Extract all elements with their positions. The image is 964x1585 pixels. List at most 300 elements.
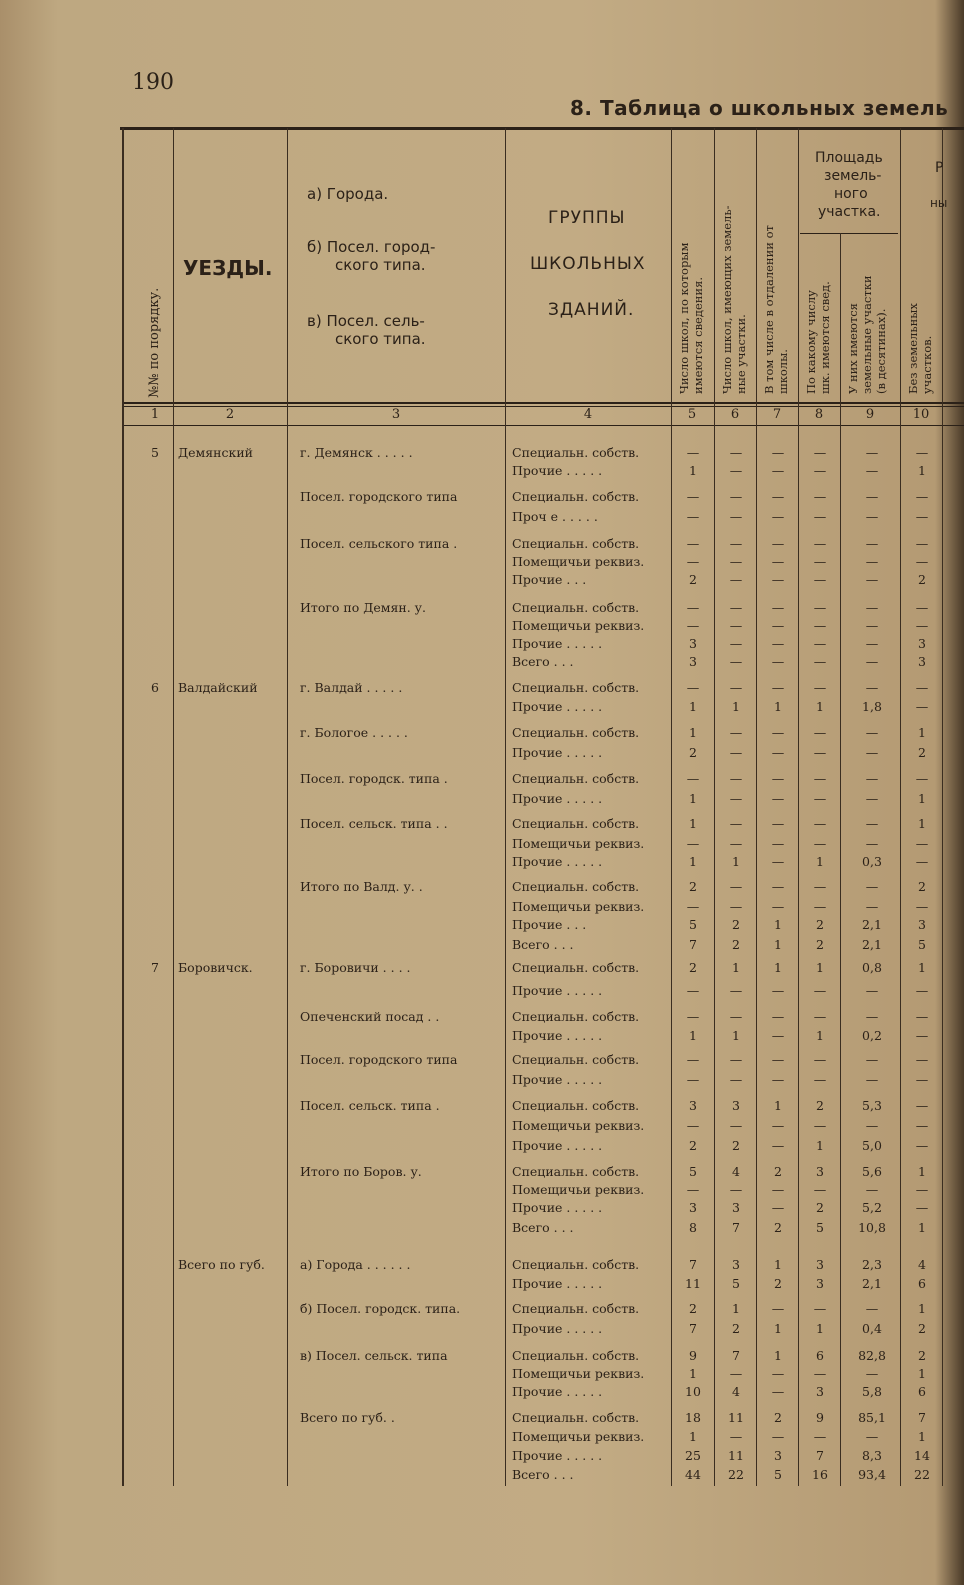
- cell-value-col6: —: [729, 791, 743, 806]
- cell-value-col9: —: [865, 1072, 879, 1087]
- cell-value-col9: 0,8: [862, 960, 882, 975]
- cell-value-col7: —: [771, 680, 785, 695]
- header-col3-line2: б) Посел. город-: [307, 238, 436, 256]
- header-col4-line2: ШКОЛЬНЫХ: [530, 254, 646, 274]
- settlement-label: Итого по Демян. у.: [300, 600, 426, 615]
- top-rule: [120, 127, 964, 130]
- cell-value-col7: 1: [774, 917, 782, 932]
- cell-value-col7: —: [771, 771, 785, 786]
- row-number: 6: [151, 680, 159, 695]
- header-col8-line1: По какому числу: [804, 290, 818, 394]
- settlement-label: Всего по губ. .: [300, 1410, 395, 1425]
- building-group: Прочие . . . . .: [512, 1384, 603, 1399]
- cell-value-col5: 1: [689, 463, 697, 478]
- cell-value-col7: —: [771, 983, 785, 998]
- page-number: 190: [132, 70, 174, 95]
- cell-value-col8: 7: [816, 1448, 824, 1463]
- header-col5-line2: имеются сведения.: [691, 277, 705, 394]
- col-number-1: 1: [150, 407, 160, 422]
- cell-value-col5: —: [686, 445, 700, 460]
- cell-value-col8: —: [813, 600, 827, 615]
- cell-value-col9: 0,2: [862, 1028, 882, 1043]
- cell-value-col8: —: [813, 536, 827, 551]
- cell-value-col10: 14: [914, 1448, 930, 1463]
- cell-value-col8: 16: [812, 1467, 828, 1482]
- cell-value-col7: —: [771, 836, 785, 851]
- cell-value-col5: 5: [689, 1164, 697, 1179]
- cell-value-col6: 1: [732, 1028, 740, 1043]
- cell-value-col5: —: [686, 1118, 700, 1133]
- cell-value-col8: —: [813, 1009, 827, 1024]
- cell-value-col6: —: [729, 836, 743, 851]
- cell-value-col8: —: [813, 836, 827, 851]
- building-group: Специальн. собств.: [512, 1257, 640, 1272]
- building-group: Прочие . . . . .: [512, 463, 603, 478]
- header-col3-line3: ского типа.: [335, 256, 426, 274]
- cell-value-col5: —: [686, 1052, 700, 1067]
- col-divider: [671, 128, 672, 1486]
- cell-value-col8: —: [813, 1118, 827, 1133]
- cell-value-col9: —: [865, 1052, 879, 1067]
- cell-value-col8: —: [813, 1429, 827, 1444]
- header-area-line4: участка.: [818, 204, 881, 220]
- building-group: Специальн. собств.: [512, 960, 640, 975]
- cell-value-col5: 3: [689, 1098, 697, 1113]
- cell-value-col5: 7: [689, 937, 697, 952]
- building-group: Специальн. собств.: [512, 1164, 640, 1179]
- header-col11-line1: Р: [935, 160, 944, 176]
- cell-value-col9: —: [865, 791, 879, 806]
- cell-value-col8: —: [813, 1301, 827, 1316]
- cell-value-col5: 1: [689, 791, 697, 806]
- cell-value-col5: 3: [689, 636, 697, 651]
- cell-value-col10: 2: [918, 879, 926, 894]
- cell-value-col9: —: [865, 771, 879, 786]
- cell-value-col6: 2: [732, 917, 740, 932]
- settlement-label: г. Демянск . . . . .: [300, 445, 413, 460]
- settlement-label: Посел. сельск. типа . .: [300, 816, 448, 831]
- cell-value-col6: —: [729, 680, 743, 695]
- building-group: Специальн. собств.: [512, 771, 640, 786]
- cell-value-col9: —: [865, 618, 879, 633]
- cell-value-col6: 7: [732, 1220, 740, 1235]
- building-group: Помещичьи реквиз.: [512, 899, 645, 914]
- row-number: 5: [151, 445, 159, 460]
- cell-value-col10: 3: [918, 636, 926, 651]
- cell-value-col7: —: [771, 536, 785, 551]
- cell-value-col6: —: [729, 618, 743, 633]
- settlement-label: Итого по Валд. у. .: [300, 879, 423, 894]
- building-group: Всего . . .: [512, 937, 574, 952]
- left-border: [122, 128, 124, 1486]
- cell-value-col6: —: [729, 489, 743, 504]
- cell-value-col8: —: [813, 1072, 827, 1087]
- building-group: Прочие . . .: [512, 572, 587, 587]
- header-col6-line1: Число школ, имеющих земель-: [720, 205, 734, 394]
- cell-value-col5: 11: [685, 1276, 701, 1291]
- building-group: Всего . . .: [512, 1467, 574, 1482]
- settlement-label: в) Посел. сельск. типа: [300, 1348, 448, 1363]
- cell-value-col7: —: [771, 489, 785, 504]
- cell-value-col10: 1: [918, 791, 926, 806]
- cell-value-col7: 1: [774, 1257, 782, 1272]
- cell-value-col6: —: [729, 725, 743, 740]
- cell-value-col10: —: [915, 1098, 929, 1113]
- cell-value-col10: 3: [918, 654, 926, 669]
- col-divider: [714, 128, 715, 1486]
- cell-value-col8: 3: [816, 1164, 824, 1179]
- cell-value-col5: —: [686, 771, 700, 786]
- cell-value-col7: —: [771, 1118, 785, 1133]
- cell-value-col10: 1: [918, 960, 926, 975]
- cell-value-col8: 3: [816, 1384, 824, 1399]
- cell-value-col7: —: [771, 745, 785, 760]
- cell-value-col9: 8,3: [862, 1448, 882, 1463]
- cell-value-col10: 1: [918, 725, 926, 740]
- cell-value-col9: —: [865, 899, 879, 914]
- cell-value-col7: —: [771, 572, 785, 587]
- building-group: Прочие . . . . .: [512, 854, 603, 869]
- cell-value-col9: —: [865, 1366, 879, 1381]
- area-subheader-rule: [800, 233, 898, 234]
- cell-value-col7: 1: [774, 1348, 782, 1363]
- building-group: Прочие . . . . .: [512, 1200, 603, 1215]
- building-group: Помещичьи реквиз.: [512, 618, 645, 633]
- header-col9-line1: У них имеются: [846, 303, 860, 394]
- building-group: Специальн. собств.: [512, 445, 640, 460]
- cell-value-col5: 1: [689, 699, 697, 714]
- building-group: Специальн. собств.: [512, 489, 640, 504]
- header-area-line2: земель-: [824, 168, 882, 184]
- cell-value-col5: —: [686, 536, 700, 551]
- building-group: Проч е . . . . .: [512, 509, 598, 524]
- settlement-label: Посел. сельского типа .: [300, 536, 458, 551]
- cell-value-col9: 93,4: [858, 1467, 886, 1482]
- cell-value-col6: 5: [732, 1276, 740, 1291]
- cell-value-col9: 2,1: [862, 937, 882, 952]
- cell-value-col10: —: [915, 771, 929, 786]
- cell-value-col10: 1: [918, 1164, 926, 1179]
- cell-value-col6: —: [729, 572, 743, 587]
- building-group: Специальн. собств.: [512, 1098, 640, 1113]
- cell-value-col7: —: [771, 509, 785, 524]
- cell-value-col9: —: [865, 745, 879, 760]
- settlement-label: г. Бологое . . . . .: [300, 725, 408, 740]
- col-divider: [900, 128, 901, 1486]
- cell-value-col6: 7: [732, 1348, 740, 1363]
- cell-value-col8: 1: [816, 1321, 824, 1336]
- building-group: Специальн. собств.: [512, 600, 640, 615]
- cell-value-col5: 1: [689, 1028, 697, 1043]
- building-group: Прочие . . . . .: [512, 699, 603, 714]
- header-col7-line2: школы.: [776, 349, 790, 394]
- cell-value-col7: —: [771, 816, 785, 831]
- cell-value-col9: —: [865, 983, 879, 998]
- building-group: Прочие . . . . .: [512, 636, 603, 651]
- cell-value-col7: —: [771, 1009, 785, 1024]
- header-col7-line1: В том числе в отдалении от: [762, 225, 776, 394]
- cell-value-col7: 2: [774, 1164, 782, 1179]
- cell-value-col5: 1: [689, 1429, 697, 1444]
- cell-value-col6: —: [729, 509, 743, 524]
- building-group: Прочие . . . . .: [512, 745, 603, 760]
- cell-value-col5: 5: [689, 917, 697, 932]
- cell-value-col5: —: [686, 489, 700, 504]
- header-col5: [677, 243, 705, 394]
- cell-value-col9: 10,8: [858, 1220, 886, 1235]
- cell-value-col5: 9: [689, 1348, 697, 1363]
- cell-value-col5: —: [686, 554, 700, 569]
- cell-value-col8: 1: [816, 1028, 824, 1043]
- cell-value-col7: —: [771, 1072, 785, 1087]
- header-col4-line3: ЗДАНИЙ.: [548, 300, 635, 320]
- cell-value-col5: —: [686, 680, 700, 695]
- cell-value-col6: —: [729, 1429, 743, 1444]
- cell-value-col6: 11: [728, 1410, 744, 1425]
- header-col8: [804, 281, 832, 394]
- settlement-label: г. Валдай . . . . .: [300, 680, 403, 695]
- cell-value-col10: 1: [918, 1429, 926, 1444]
- cell-value-col9: —: [865, 463, 879, 478]
- cell-value-col9: 5,2: [862, 1200, 882, 1215]
- cell-value-col10: —: [915, 1052, 929, 1067]
- header-col3-line5: ского типа.: [335, 330, 426, 348]
- building-group: Помещичьи реквиз.: [512, 836, 645, 851]
- cell-value-col7: —: [771, 1301, 785, 1316]
- cell-value-col9: —: [865, 536, 879, 551]
- col-divider: [840, 233, 841, 1486]
- cell-value-col9: —: [865, 725, 879, 740]
- cell-value-col10: —: [915, 1200, 929, 1215]
- cell-value-col9: —: [865, 572, 879, 587]
- cell-value-col10: 7: [918, 1410, 926, 1425]
- cell-value-col9: 2,1: [862, 917, 882, 932]
- cell-value-col6: 2: [732, 1321, 740, 1336]
- header-col3-line4: в) Посел. сель-: [307, 312, 425, 330]
- settlement-label: а) Города . . . . . .: [300, 1257, 411, 1272]
- cell-value-col10: —: [915, 983, 929, 998]
- district-name: Боровичск.: [178, 960, 253, 975]
- cell-value-col6: —: [729, 1182, 743, 1197]
- cell-value-col6: 3: [732, 1257, 740, 1272]
- cell-value-col5: —: [686, 509, 700, 524]
- building-group: Специальн. собств.: [512, 1348, 640, 1363]
- cell-value-col10: 1: [918, 816, 926, 831]
- header-col6: [720, 205, 748, 394]
- header-col6-line2: ные участки.: [734, 314, 748, 394]
- settlement-label: Посел. городск. типа .: [300, 771, 448, 786]
- settlement-label: Посел. сельск. типа .: [300, 1098, 440, 1113]
- cell-value-col9: —: [865, 1009, 879, 1024]
- cell-value-col8: —: [813, 983, 827, 998]
- col-number-9: 9: [865, 407, 875, 422]
- cell-value-col10: 1: [918, 1220, 926, 1235]
- header-area-line1: Площадь: [815, 150, 883, 166]
- cell-value-col6: —: [729, 745, 743, 760]
- building-group: Специальн. собств.: [512, 1052, 640, 1067]
- cell-value-col9: —: [865, 1182, 879, 1197]
- cell-value-col5: —: [686, 1182, 700, 1197]
- cell-value-col9: 5,8: [862, 1384, 882, 1399]
- cell-value-col10: —: [915, 1118, 929, 1133]
- cell-value-col9: —: [865, 554, 879, 569]
- header-col10: [906, 303, 934, 394]
- cell-value-col5: 25: [685, 1448, 701, 1463]
- cell-value-col10: 6: [918, 1384, 926, 1399]
- cell-value-col6: —: [729, 445, 743, 460]
- cell-value-col7: 1: [774, 960, 782, 975]
- cell-value-col6: —: [729, 554, 743, 569]
- settlement-label: г. Боровичи . . . .: [300, 960, 411, 975]
- header-col8-line2: шк. имеются свед.: [818, 281, 832, 394]
- cell-value-col10: 2: [918, 745, 926, 760]
- building-group: Прочие . . . . .: [512, 1448, 603, 1463]
- cell-value-col8: —: [813, 771, 827, 786]
- cell-value-col6: —: [729, 899, 743, 914]
- cell-value-col7: —: [771, 899, 785, 914]
- cell-value-col10: —: [915, 489, 929, 504]
- cell-value-col6: —: [729, 1366, 743, 1381]
- settlement-label: Итого по Боров. у.: [300, 1164, 422, 1179]
- district-name: Демянский: [178, 445, 253, 460]
- cell-value-col10: —: [915, 1072, 929, 1087]
- cell-value-col8: 3: [816, 1257, 824, 1272]
- cell-value-col8: 1: [816, 699, 824, 714]
- cell-value-col5: —: [686, 899, 700, 914]
- cell-value-col7: 2: [774, 1410, 782, 1425]
- cell-value-col5: 3: [689, 654, 697, 669]
- cell-value-col9: —: [865, 489, 879, 504]
- cell-value-col6: —: [729, 463, 743, 478]
- cell-value-col9: —: [865, 1429, 879, 1444]
- cell-value-col9: 82,8: [858, 1348, 886, 1363]
- col-number-rule: [122, 425, 964, 426]
- cell-value-col6: —: [729, 636, 743, 651]
- building-group: Специальн. собств.: [512, 1301, 640, 1316]
- cell-value-col8: —: [813, 636, 827, 651]
- col-number-5: 5: [687, 407, 697, 422]
- cell-value-col10: 1: [918, 463, 926, 478]
- building-group: Специальн. собств.: [512, 816, 640, 831]
- col-number-6: 6: [730, 407, 740, 422]
- cell-value-col8: 2: [816, 1098, 824, 1113]
- cell-value-col8: 2: [816, 937, 824, 952]
- cell-value-col7: —: [771, 791, 785, 806]
- cell-value-col10: 2: [918, 1321, 926, 1336]
- building-group: Помещичьи реквиз.: [512, 1182, 645, 1197]
- cell-value-col7: —: [771, 600, 785, 615]
- building-group: Помещичьи реквиз.: [512, 1429, 645, 1444]
- cell-value-col10: —: [915, 1028, 929, 1043]
- cell-value-col8: —: [813, 1052, 827, 1067]
- cell-value-col8: —: [813, 572, 827, 587]
- cell-value-col7: —: [771, 1052, 785, 1067]
- cell-value-col6: —: [729, 536, 743, 551]
- cell-value-col8: 1: [816, 1138, 824, 1153]
- cell-value-col10: 4: [918, 1257, 926, 1272]
- cell-value-col8: —: [813, 680, 827, 695]
- cell-value-col9: —: [865, 879, 879, 894]
- cell-value-col8: 6: [816, 1348, 824, 1363]
- cell-value-col10: 6: [918, 1276, 926, 1291]
- district-name: Валдайский: [178, 680, 258, 695]
- cell-value-col6: —: [729, 983, 743, 998]
- cell-value-col7: —: [771, 463, 785, 478]
- settlement-label: Опеченский посад . .: [300, 1009, 440, 1024]
- cell-value-col7: —: [771, 1138, 785, 1153]
- building-group: Специальн. собств.: [512, 879, 640, 894]
- cell-value-col9: 85,1: [858, 1410, 886, 1425]
- cell-value-col6: —: [729, 771, 743, 786]
- cell-value-col10: 22: [914, 1467, 930, 1482]
- cell-value-col8: 1: [816, 854, 824, 869]
- cell-value-col6: —: [729, 879, 743, 894]
- building-group: Помещичьи реквиз.: [512, 1118, 645, 1133]
- cell-value-col10: —: [915, 536, 929, 551]
- cell-value-col5: —: [686, 1072, 700, 1087]
- cell-value-col5: —: [686, 1009, 700, 1024]
- building-group: Специальн. собств.: [512, 536, 640, 551]
- cell-value-col5: —: [686, 618, 700, 633]
- cell-value-col7: —: [771, 1200, 785, 1215]
- cell-value-col8: 1: [816, 960, 824, 975]
- cell-value-col7: —: [771, 636, 785, 651]
- col-divider: [505, 128, 506, 1486]
- cell-value-col6: —: [729, 1009, 743, 1024]
- col-divider: [173, 128, 174, 1486]
- cell-value-col9: —: [865, 636, 879, 651]
- cell-value-col10: —: [915, 836, 929, 851]
- cell-value-col7: 1: [774, 937, 782, 952]
- cell-value-col8: —: [813, 725, 827, 740]
- cell-value-col10: 1: [918, 1301, 926, 1316]
- col-divider: [756, 128, 757, 1486]
- cell-value-col10: —: [915, 554, 929, 569]
- cell-value-col5: 1: [689, 725, 697, 740]
- cell-value-col6: —: [729, 816, 743, 831]
- cell-value-col8: 2: [816, 1200, 824, 1215]
- col-number-8: 8: [814, 407, 824, 422]
- cell-value-col8: —: [813, 489, 827, 504]
- cell-value-col5: 2: [689, 1138, 697, 1153]
- cell-value-col7: —: [771, 1182, 785, 1197]
- cell-value-col5: 18: [685, 1410, 701, 1425]
- cell-value-col6: 2: [732, 937, 740, 952]
- header-col9: [846, 275, 888, 394]
- building-group: Прочие . . . . .: [512, 791, 603, 806]
- cell-value-col7: —: [771, 654, 785, 669]
- cell-value-col5: 2: [689, 1301, 697, 1316]
- cell-value-col8: —: [813, 654, 827, 669]
- building-group: Прочие . . . . .: [512, 983, 603, 998]
- cell-value-col9: 2,3: [862, 1257, 882, 1272]
- building-group: Специальн. собств.: [512, 725, 640, 740]
- cell-value-col10: —: [915, 699, 929, 714]
- cell-value-col10: —: [915, 854, 929, 869]
- cell-value-col10: —: [915, 899, 929, 914]
- cell-value-col8: 5: [816, 1220, 824, 1235]
- cell-value-col9: —: [865, 654, 879, 669]
- cell-value-col7: —: [771, 854, 785, 869]
- cell-value-col10: —: [915, 509, 929, 524]
- cell-value-col6: 1: [732, 854, 740, 869]
- cell-value-col7: —: [771, 725, 785, 740]
- cell-value-col7: 5: [774, 1467, 782, 1482]
- col-number-2: 2: [225, 407, 235, 422]
- cell-value-col7: —: [771, 1366, 785, 1381]
- header-col7: [762, 225, 790, 394]
- cell-value-col8: —: [813, 745, 827, 760]
